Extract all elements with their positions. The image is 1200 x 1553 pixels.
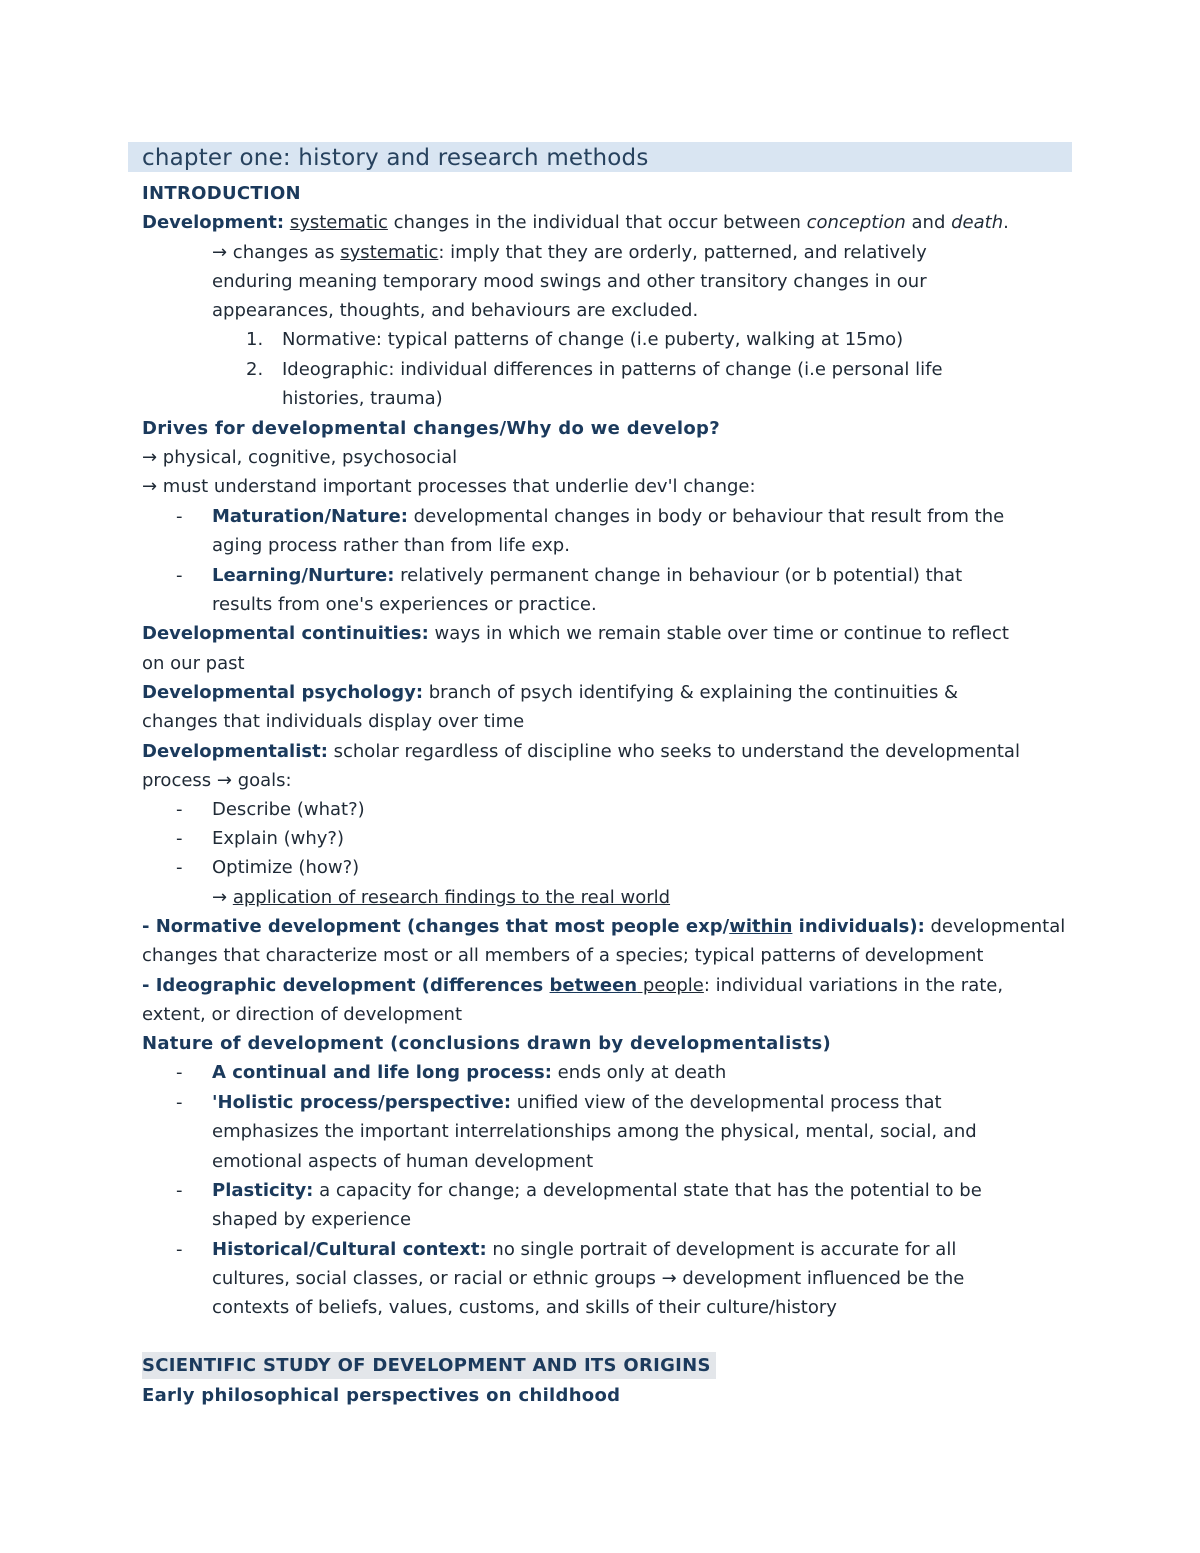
nature-item-cont: contexts of beliefs, values, customs, and skills of their culture/history: [212, 1297, 837, 1318]
bullet-dash: -: [176, 828, 183, 849]
drives-line: → physical, cognitive, psychosocial: [142, 447, 458, 468]
ideographic-development-cont: extent, or direction of development: [142, 1004, 463, 1025]
continuities-cont: on our past: [142, 653, 245, 674]
nature-item: Plasticity: a capacity for change; a developmental state that has the potential to be: [212, 1180, 982, 1201]
bullet-dash: -: [176, 1180, 183, 1201]
normative-development: - Normative development (changes that most people exp/within individuals): developmental: [142, 916, 1066, 937]
section-subheading: Early philosophical perspectives on childhood: [142, 1385, 621, 1406]
goal-item: Describe (what?): [212, 799, 365, 820]
nature-item-cont: emphasizes the important interrelationships among the physical, mental, social, and: [212, 1121, 977, 1142]
systematic-note-3: appearances, thoughts, and behaviours are excluded.: [212, 300, 699, 321]
systematic-note: → changes as systematic: imply that they are orderly, patterned, and relatively: [212, 242, 927, 263]
nature-item: Historical/Cultural context: no single portrait of development is accurate for all: [212, 1239, 957, 1260]
bullet-dash: -: [176, 565, 183, 586]
drives-heading: Drives for developmental changes/Why do we develop?: [142, 418, 720, 439]
nature-item: 'Holistic process/perspective: unified view of the developmental process that: [212, 1092, 942, 1113]
goal-item: Optimize (how?): [212, 857, 360, 878]
list-item: Normative: typical patterns of change (i.e puberty, walking at 15mo): [282, 329, 904, 350]
nature-item: A continual and life long process: ends only at death: [212, 1062, 727, 1083]
development-definition: Development: systematic changes in the individual that occur between conception and death.: [142, 212, 1009, 233]
developmentalist-cont: process → goals:: [142, 770, 292, 791]
list-number: 1.: [246, 329, 264, 350]
developmentalist-definition: Developmentalist: scholar regardless of discipline who seeks to understand the developmental: [142, 741, 1020, 762]
nature-item-cont: emotional aspects of human development: [212, 1151, 594, 1172]
page-title: chapter one: history and research methods: [142, 145, 649, 171]
normative-development-cont: changes that characterize most or all members of a species; typical patterns of development: [142, 945, 984, 966]
bullet-dash: -: [176, 799, 183, 820]
bullet-dash: -: [176, 1239, 183, 1260]
systematic-note-2: enduring meaning temporary mood swings and other transitory changes in our: [212, 271, 927, 292]
ideographic-development: - Ideographic development (differences between people: individual variations in the rate,: [142, 975, 1004, 996]
intro-heading: INTRODUCTION: [142, 183, 301, 204]
maturation-item-cont: aging process rather than from life exp.: [212, 535, 570, 556]
psychology-definition: Developmental psychology: branch of psych identifying & explaining the continuities &: [142, 682, 959, 703]
list-number: 2.: [246, 359, 264, 380]
bullet-dash: -: [176, 506, 183, 527]
list-item: Ideographic: individual differences in patterns of change (i.e personal life: [282, 359, 943, 380]
maturation-item: Maturation/Nature: developmental changes in body or behaviour that result from the: [212, 506, 1005, 527]
nature-item-cont: cultures, social classes, or racial or ethnic groups → development influenced be the: [212, 1268, 965, 1289]
continuities-definition: Developmental continuities: ways in which we remain stable over time or continue to reflect: [142, 623, 1009, 644]
term: Development:: [142, 212, 285, 233]
application-note: → application of research findings to the real world: [212, 887, 671, 908]
nature-heading: Nature of development (conclusions drawn by developmentalists): [142, 1033, 832, 1054]
list-item-cont: histories, trauma): [282, 388, 443, 409]
learning-item-cont: results from one's experiences or practice.: [212, 594, 597, 615]
drives-line: → must understand important processes that underlie dev'l change:: [142, 476, 756, 497]
nature-item-cont: shaped by experience: [212, 1209, 412, 1230]
bullet-dash: -: [176, 857, 183, 878]
bullet-dash: -: [176, 1062, 183, 1083]
psychology-cont: changes that individuals display over time: [142, 711, 525, 732]
goal-item: Explain (why?): [212, 828, 344, 849]
section-heading: SCIENTIFIC STUDY OF DEVELOPMENT AND ITS ORIGINS: [142, 1355, 711, 1376]
bullet-dash: -: [176, 1092, 183, 1113]
learning-item: Learning/Nurture: relatively permanent change in behaviour (or b potential) that: [212, 565, 963, 586]
